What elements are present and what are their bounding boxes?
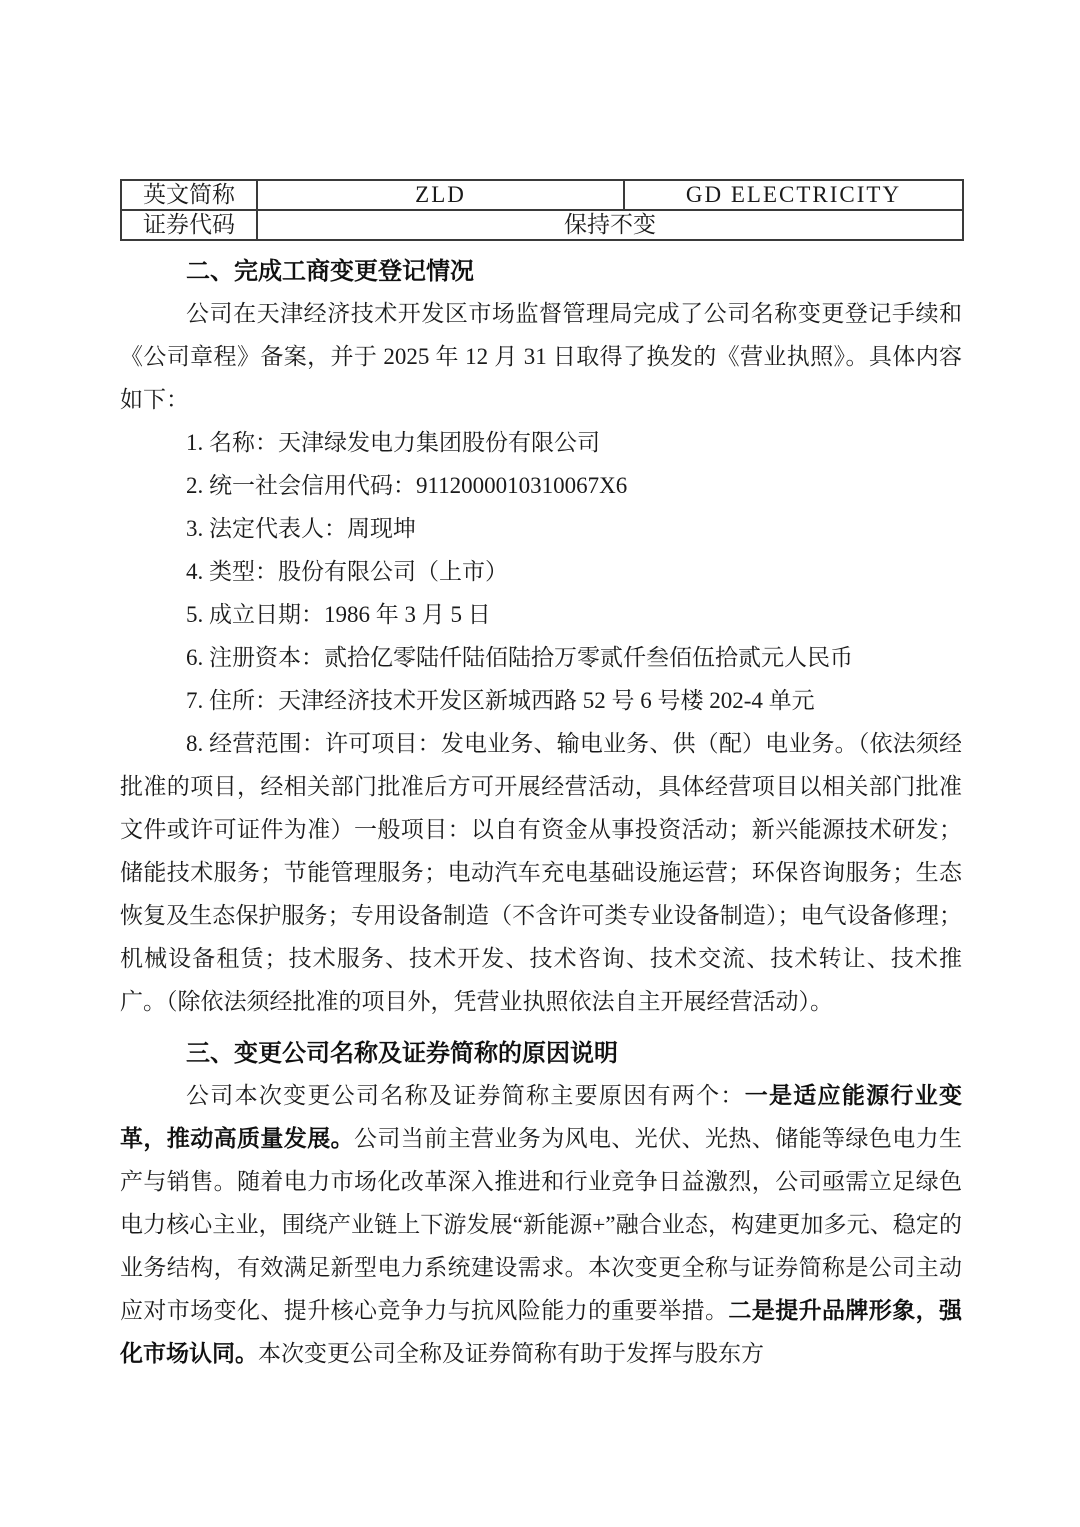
list-item-legal-representative: 3. 法定代表人：周现坤 <box>186 516 416 541</box>
english-abbr-old-cell: ZLD <box>257 180 624 210</box>
section-3-reason-paragraph <box>120 1074 962 1375</box>
reason-run-point-two-detail: 本次变更公司全称及证券简称有助于发挥与股东方 <box>258 1341 764 1366</box>
list-item-address: 7. 住所：天津经济技术开发区新城西路 52 号 6 号楼 202-4 单元 <box>186 688 815 713</box>
list-item-established-date: 5. 成立日期：1986 年 3 月 5 日 <box>186 602 491 627</box>
list-item-company-type: 4. 类型：股份有限公司（上市） <box>186 559 508 584</box>
section-2-heading: 二、完成工商变更登记情况 <box>186 258 474 285</box>
section-3-heading: 三、变更公司名称及证券简称的原因说明 <box>186 1040 618 1067</box>
list-item-credit-code: 2. 统一社会信用代码：9112000010310067X6 <box>186 473 628 498</box>
reason-run-point-one-detail: 公司当前主营业务为风电、光伏、光热、储能等绿色电力生产与销售。随着电力市场化改革深入推进和行业竞争日益激烈，公司亟需立足绿色电力核心主业，围绕产业链上下游发展“新能源+”融合业态，构建更加多元、稳定的业务结构，有效满足新型电力系统建设需求。本次变更全称与证券简称是公司主动应对市场变化、提升核心竞争力与抗风险能力的重要举措。 <box>120 1126 963 1323</box>
securities-code-label-cell: 证券代码 <box>121 210 257 240</box>
securities-code-row <box>121 210 963 240</box>
list-item-business-scope: 8. 经营范围：许可项目：发电业务、输电业务、供（配）电业务。（依法须经批准的项目，经相关部门批准后方可开展经营活动，具体经营项目以相关部门批准文件或许可证件为准）一般项目：以自有资金从事投资活动；新兴能源技术研发；储能技术服务；节能管理服务；电动汽车充电基础设施运营；环保咨询服务；生态恢复及生态保护服务；专用设备制造（不含许可类专业设备制造）；电气设备修理；机械设备租赁；技术服务、技术开发、技术咨询、技术交流、技术转让、技术推广。（除依法须经批准的项目外，凭营业执照依法自主开展经营活动）。 <box>120 731 962 1014</box>
list-item-registered-capital: 6. 注册资本：贰拾亿零陆仟陆佰陆拾万零贰仟叁佰伍拾贰元人民币 <box>186 645 853 670</box>
name-change-table <box>120 179 964 241</box>
english-abbr-row <box>121 180 963 210</box>
reason-run-point-one: 一是适应能源行业变革，推动高质量发展。 <box>120 1082 963 1151</box>
securities-code-value-cell: 保持不变 <box>257 210 963 240</box>
list-item-name: 1. 名称：天津绿发电力集团股份有限公司 <box>186 430 600 455</box>
reason-run-lead: 公司本次变更公司名称及证券简称主要原因有两个： <box>186 1083 745 1108</box>
section-2-intro-paragraph: 公司在天津经济技术开发区市场监督管理局完成了公司名称变更登记手续和《公司章程》备案，并于 2025 年 12 月 31 日取得了换发的《营业执照》。具体内容如下： <box>120 301 962 412</box>
english-abbr-new-cell: GD ELECTRICITY <box>624 180 963 210</box>
reason-run-point-two: 二是提升品牌形象，强化市场认同。 <box>120 1297 963 1366</box>
english-abbr-label-cell: 英文简称 <box>121 180 257 210</box>
